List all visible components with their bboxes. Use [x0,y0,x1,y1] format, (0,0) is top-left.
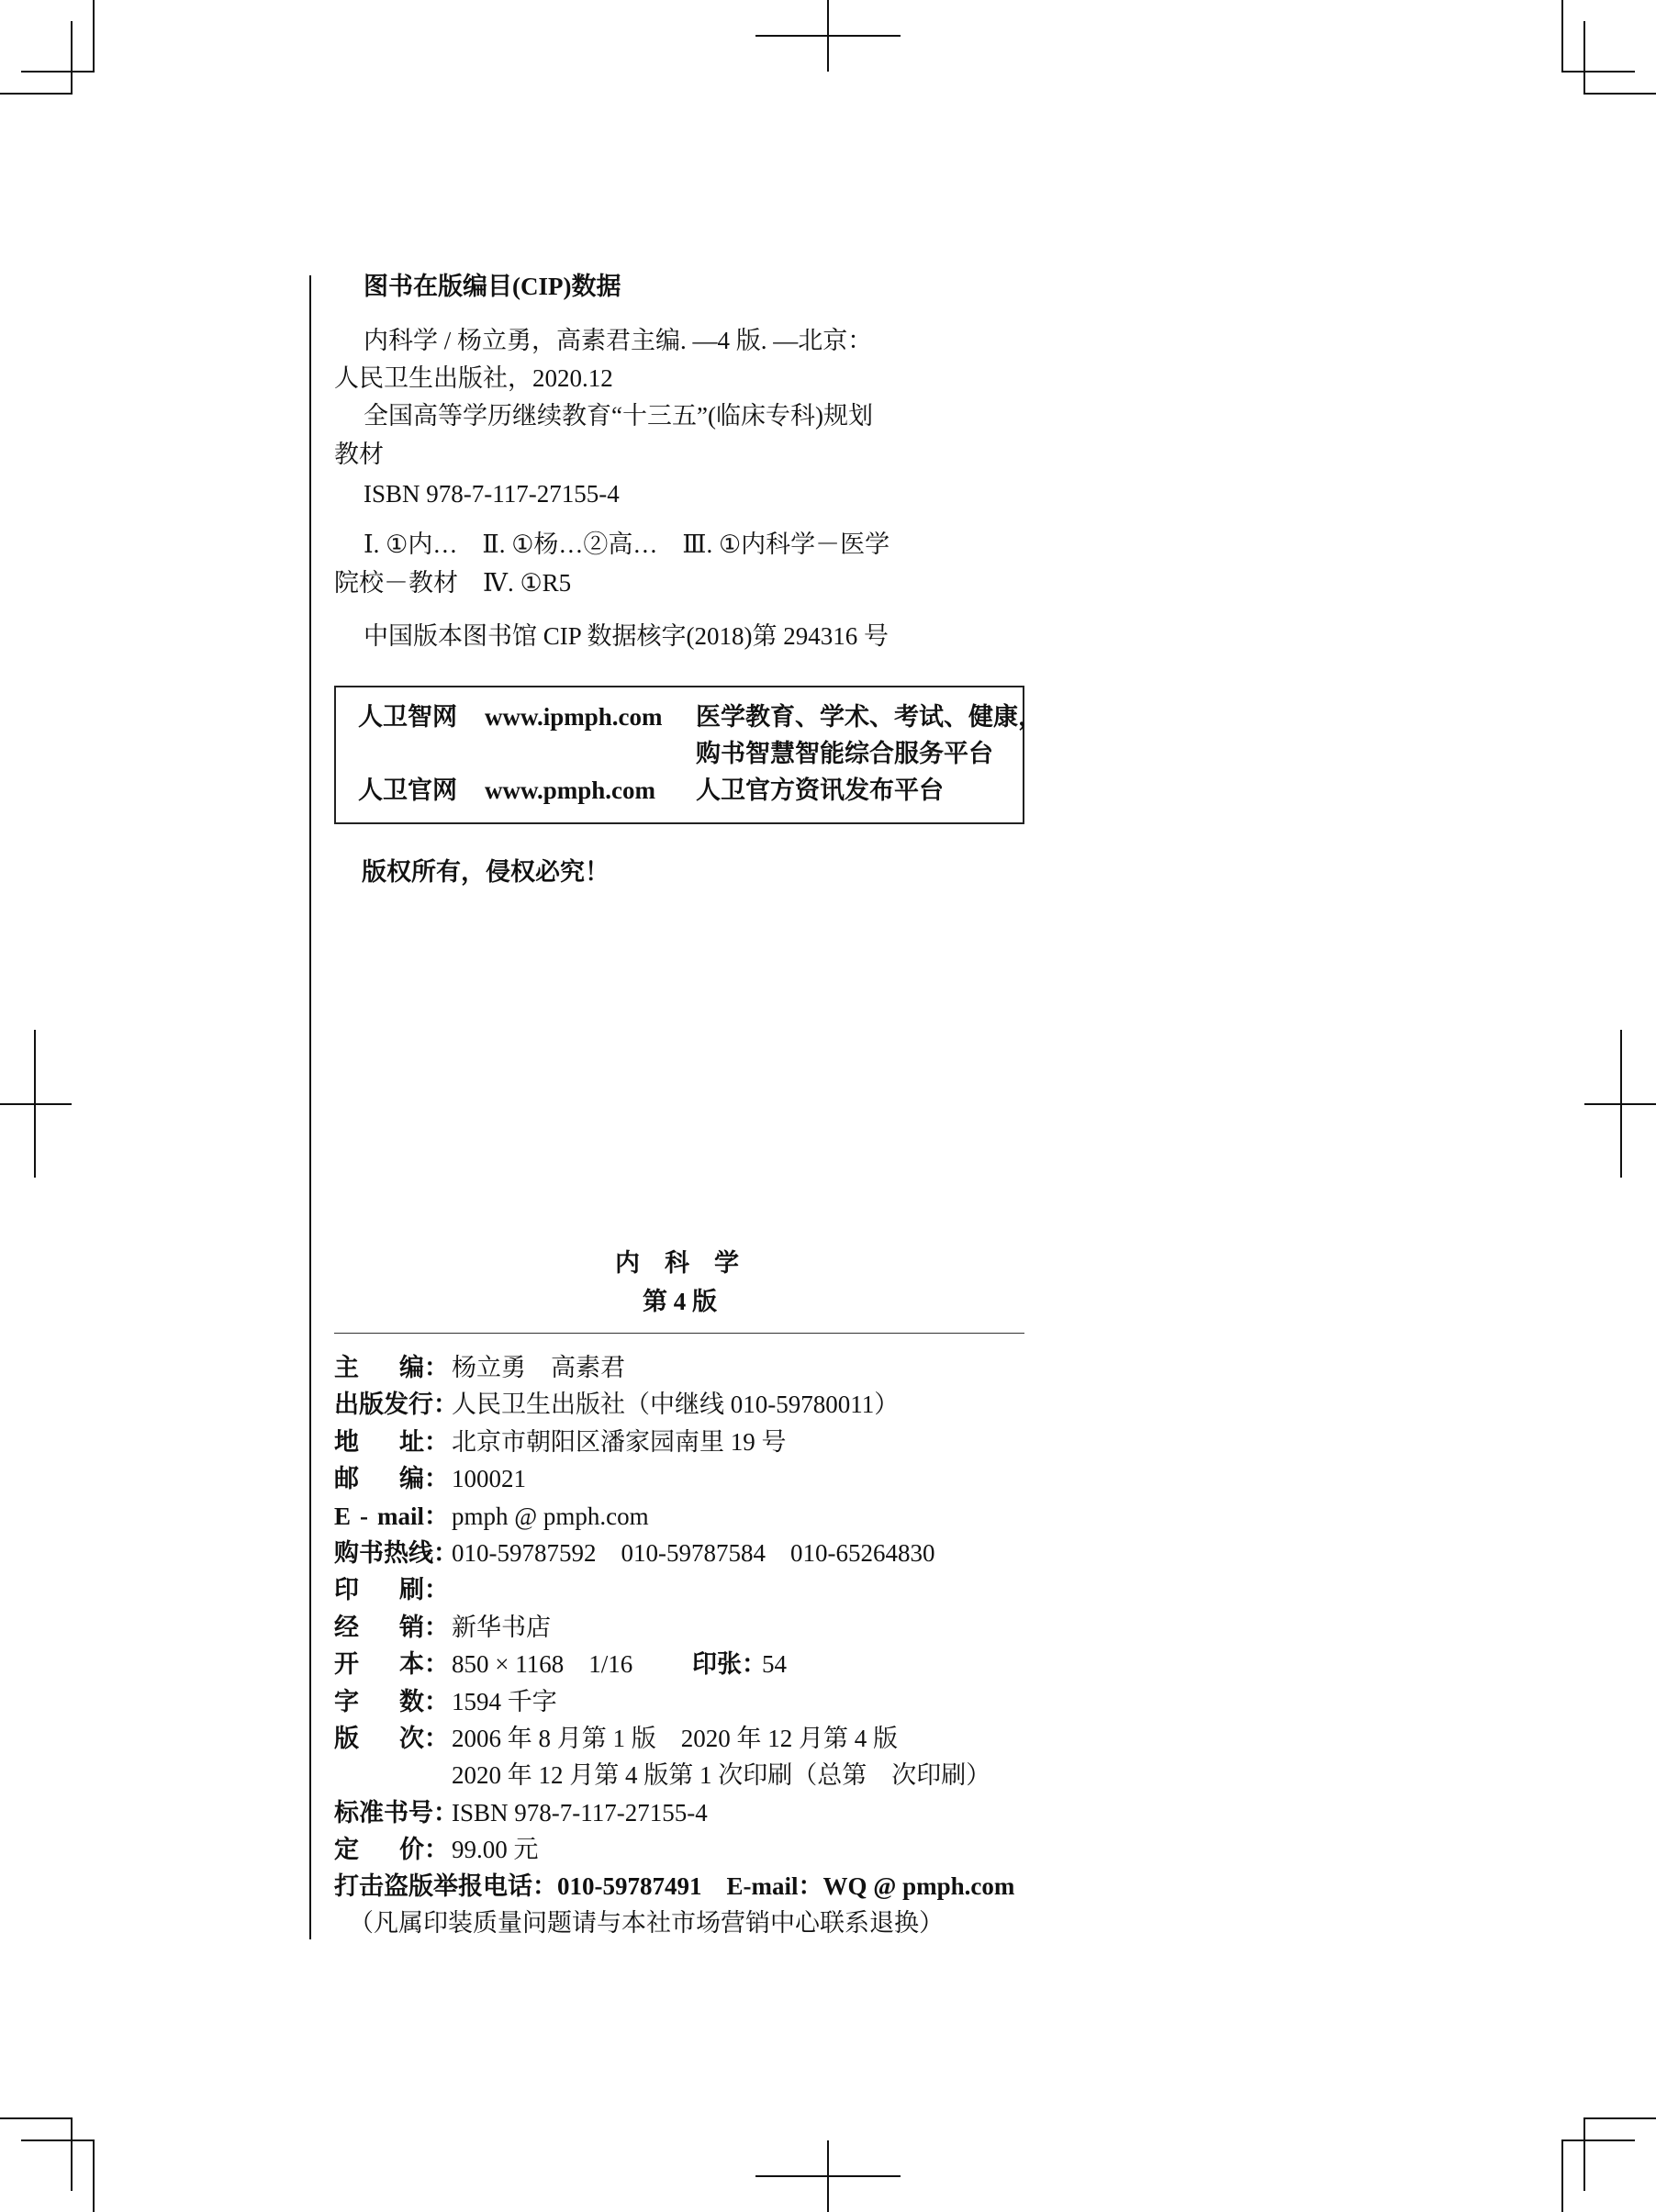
detail-label-part: 销： [399,1613,449,1641]
detail-label-part: 定 [334,1836,359,1864]
detail-label-part: 经 [334,1613,359,1641]
website-desc: 人卫官方资讯发布平台 [696,776,944,804]
cip-line: 院校－教材 Ⅳ. ①R5 [334,569,572,597]
detail-value: 99.00 元 [452,1836,539,1864]
detail-value: ISBN 978-7-117-27155-4 [452,1798,708,1827]
detail-label [334,1504,449,1529]
cip-line: 全国高等学历继续教育“十三五”(临床专科)规划 [364,402,873,430]
detail-label-part: 主 [334,1354,359,1381]
detail-label-part: 编： [399,1465,449,1493]
detail-value: 010-59787592 010-59787584 010-65264830 [452,1539,935,1567]
piracy-hotline: 打击盗版举报电话：010-59787491 E-mail：WQ @ pmph.com [334,1872,1015,1900]
detail-label-part: 刷： [399,1576,449,1604]
detail-label-part: 印 [334,1576,359,1604]
detail-label [334,1838,449,1862]
copyright-notice: 版权所有，侵权必究！ [362,858,610,886]
return-note: （凡属印装质量问题请与本社市场营销中心联系退换） [349,1909,944,1937]
detail-value: 2006 年 8 月第 1 版 2020 年 12 月第 4 版 [452,1725,898,1752]
cip-line: 人民卫生出版社，2020.12 [334,364,613,392]
cip-heading: 图书在版编目(CIP)数据 [364,273,621,300]
detail-label-part: 价： [399,1836,449,1864]
detail-value: 新华书店 [452,1613,551,1641]
detail-label-part: 版 [334,1725,359,1752]
website-name: 人卫官网 [358,776,457,804]
detail-label-part: 邮 [334,1465,359,1493]
sheets-label: 印张： [692,1650,766,1679]
detail-label [334,1578,449,1603]
detail-label-part: 标准书号： [334,1798,458,1827]
detail-label-part: 数： [399,1687,449,1715]
book-edition: 第 4 版 [643,1288,717,1315]
detail-label [334,1539,458,1567]
detail-value: 2020 年 12 月第 4 版第 1 次印刷（总第 次印刷） [452,1761,991,1790]
cip-line: 中国版本图书馆 CIP 数据核字(2018)第 294316 号 [364,622,889,650]
sheets-value: 54 [762,1650,787,1679]
cip-line: Ⅰ. ①内… Ⅱ. ①杨…②高… Ⅲ. ①内科学－医学 [364,531,890,558]
detail-label-part: 地 [334,1427,359,1456]
detail-label [334,1467,449,1491]
detail-label [334,1356,449,1380]
cip-line: ISBN 978-7-117-27155-4 [364,480,620,508]
detail-label-part: 编： [399,1354,449,1381]
detail-label-part: 址： [399,1427,449,1456]
cip-line: 教材 [334,441,384,468]
website-desc: 医学教育、学术、考试、健康， [696,703,1043,731]
detail-value: 100021 [452,1465,526,1493]
detail-label-part: - [360,1502,368,1530]
detail-value: pmph @ pmph.com [452,1502,649,1530]
divider [334,1333,1024,1334]
margin-rule [309,275,311,1939]
detail-value: 人民卫生出版社（中继线 010-59780011） [452,1391,900,1419]
detail-value: 850 × 1168 1/16 [452,1650,633,1679]
book-title: 内 科 学 [615,1249,739,1277]
website-name: 人卫智网 [358,703,457,731]
website-desc: 购书智慧智能综合服务平台 [696,740,993,767]
detail-label-part: mail： [376,1502,449,1530]
detail-label [334,1391,458,1419]
detail-label [334,1687,449,1715]
website-url[interactable]: www.pmph.com [485,776,656,804]
detail-label-part: 本： [399,1650,449,1679]
detail-label [334,1798,458,1827]
detail-label [334,1726,449,1751]
detail-label-part: E [334,1502,352,1530]
detail-label-part: 次： [399,1725,449,1752]
detail-label-part: 购书热线： [334,1539,458,1567]
detail-value: 杨立勇 高素君 [452,1354,625,1381]
website-url[interactable]: www.ipmph.com [485,703,663,731]
detail-label-part: 字 [334,1687,359,1715]
cip-line: 内科学 / 杨立勇，高素君主编. —4 版. —北京： [364,327,873,354]
detail-value: 1594 千字 [452,1687,557,1715]
detail-label [334,1615,449,1640]
detail-label-part: 出版发行： [334,1391,458,1419]
detail-value: 北京市朝阳区潘家园南里 19 号 [452,1427,787,1456]
detail-label [334,1427,449,1456]
detail-label [334,1652,449,1677]
detail-label-part: 开 [334,1650,359,1679]
